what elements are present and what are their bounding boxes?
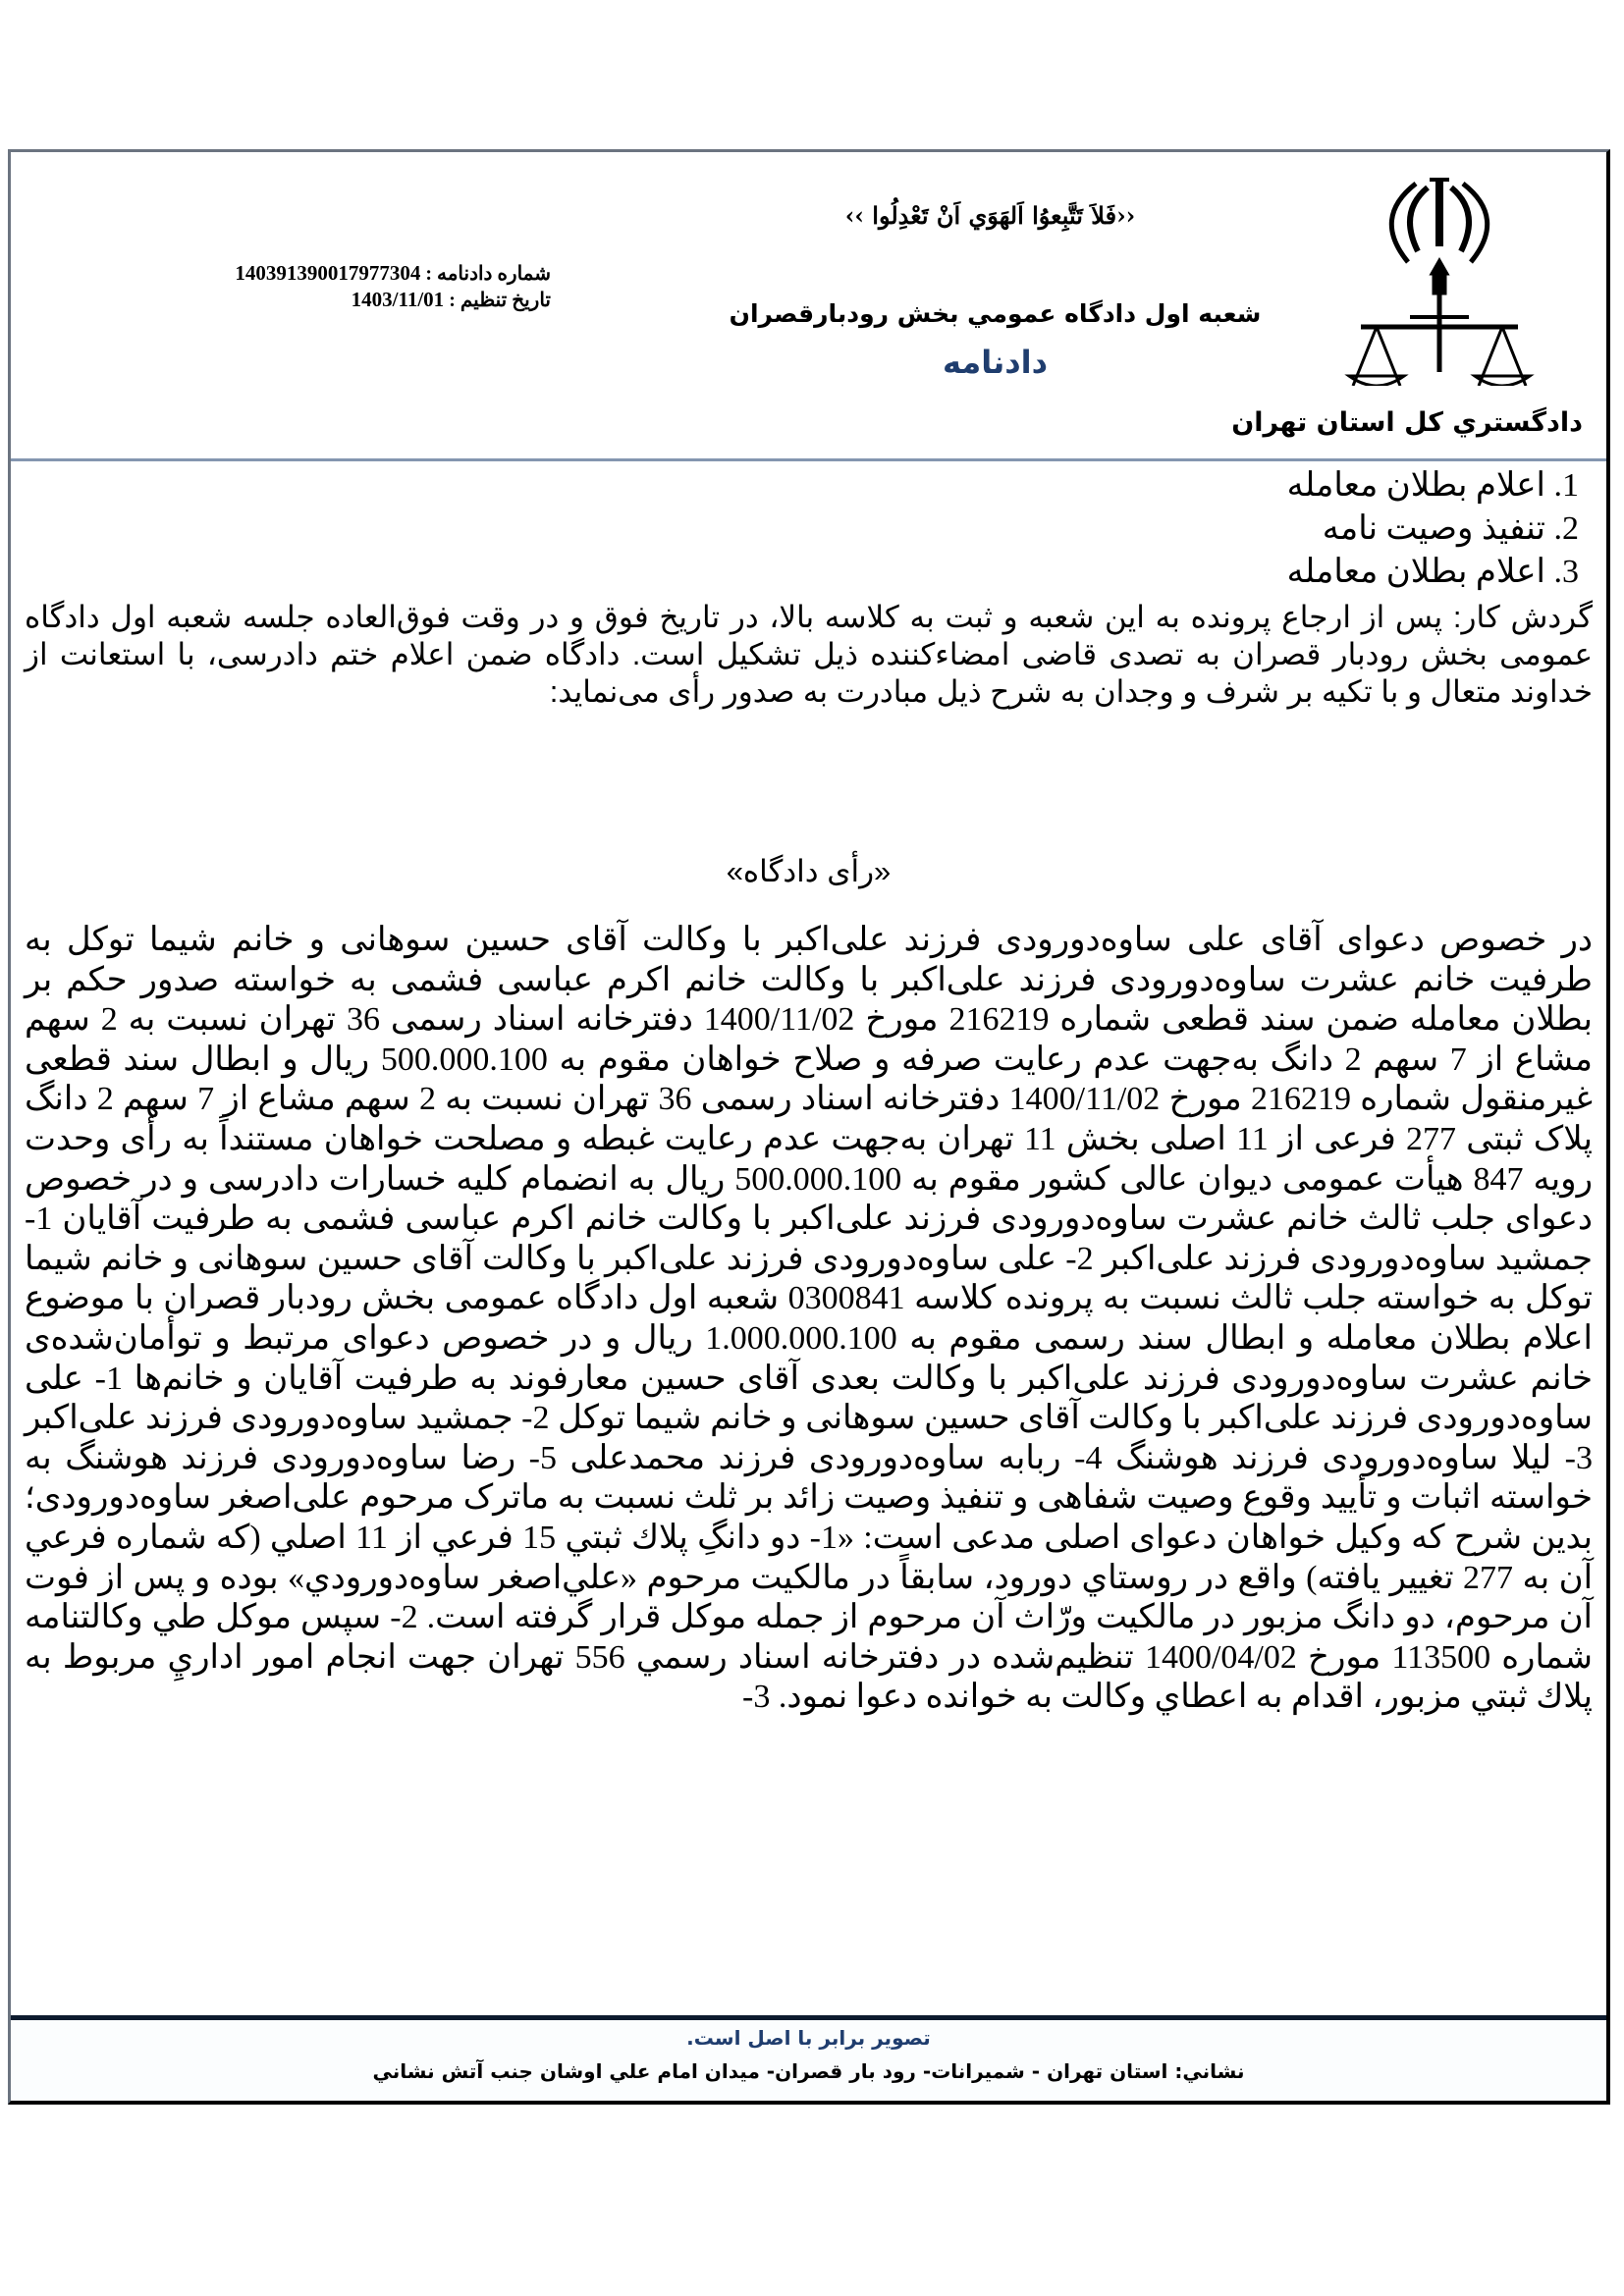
- date-label: تاریخ تنظیم :: [449, 290, 551, 311]
- letterhead: [11, 152, 1606, 461]
- document-footer: [11, 2015, 1606, 2101]
- document-meta: [99, 260, 551, 313]
- document-title: دادنامه: [942, 344, 1049, 381]
- court-address: نشاني: استان تهران - شميرانات- رود بار قصران- ميدان امام علي اوشان جنب آتش نشاني: [372, 2059, 1245, 2083]
- date-value: 1403/11/01: [351, 288, 445, 311]
- verdict-heading: «رأی دادگاه»: [726, 854, 892, 888]
- header-quote: ‹‹فَلاَ تَتَّبِعوُا اَلهَوَي اَنْ تَعْدِلُوا ››: [844, 201, 1136, 230]
- subject-item: 1. اعلام بطلان معامله: [1286, 467, 1579, 504]
- procedure-paragraph: گردش کار: پس از ارجاع پرونده به این شعبه و ثبت به کلاسه بالا، در تاریخ فوق و در وقت فوق‌العاده جلسه شعبه اول دادگاه عمومی بخش رودبار قصران به تصدی قاضی امضاءکننده ذیل تشکیل است. دادگاه ضمن اعلام ختم دادرسی، با استعانت از خداوند متعال و با تکیه بر شرف و وجدان به شرح ذیل مبادرت به صدور رأی می‌نماید:: [25, 600, 1593, 709]
- document-frame: [8, 149, 1610, 2105]
- subject-list: [1287, 464, 1579, 594]
- subject-item: 2. تنفیذ وصیت نامه: [1322, 510, 1579, 547]
- date-row: [99, 287, 551, 313]
- court-general-label: دادگستري كل استان تهران: [1231, 407, 1583, 438]
- copy-certification: تصوير برابر با اصل است.: [686, 2026, 931, 2050]
- verdict-paragraph: در خصوص دعوای آقای علی ساوه‌دورودی فرزند علی‌اکبر با وکالت آقای حسین سوهانی و خانم شیما توکل به طرفیت خانم عشرت ساوه‌دورودی فرزند علی‌اکبر با وکالت خانم اکرم عباسی فشمی به خواسته صدور حکم بر بطلان معامله ضمن سند قطعی شماره 216219 مورخ 1400/11/02 دفترخانه اسناد رسمی 36 تهران نسبت به 2 سهم مشاع از 7 سهم 2 دانگ به‌جهت عدم رعایت صرفه و صلاح خواهان مقوم به 500.000.100 ریال و ابطال سند قطعی غیرمنقول شماره 216219 مورخ 1400/11/02 دفترخانه اسناد رسمی 36 تهران نسبت به 2 سهم مشاع از 7 سهم 2 دانگ پلاک ثبتی 277 فرعی از 11 اصلی بخش 11 تهران به‌جهت عدم رعایت غبطه و مصلحت خواهان مستنداً به رأی وحدت رویه 847 هیأت عمومی دیوان عالی کشور مقوم به 500.000.100 ریال به انضمام کلیه خسارات دادرسی و در خصوص دعوای جلب ثالث خانم عشرت ساوه‌دورودی فرزند علی‌اکبر با وکالت خانم اکرم عباسی فشمی به طرفیت آقایان 1- جمشید ساوه‌دورودی فرزند علی‌اکبر 2- علی ساوه‌دورودی فرزند علی‌اکبر با وکالت آقای حسین سوهانی و خانم شیما توکل به خواسته جلب ثالث نسبت به پرونده کلاسه 0300841 شعبه اول دادگاه عمومی بخش رودبار قصران با موضوع اعلام بطلان معامله و ابطال سند رسمی مقوم به 1.000.000.100 ریال و در خصوص دعوای مرتبط و توأمان‌شده‌ی خانم عشرت ساوه‌دورودی فرزند علی‌اکبر با وکالت بعدی آقای حسین معارفوند به طرفیت آقایان و خانم‌ها 1- علی ساوه‌دورودی فرزند علی‌اکبر با وکالت آقای حسین سوهانی و خانم شیما توکل 2- جمشید ساوه‌دورودی فرزند علی‌اکبر 3- لیلا ساوه‌دورودی فرزند هوشنگ 4- ربابه ساوه‌دورودی فرزند محمدعلی 5- رضا ساوه‌دورودی فرزند هوشنگ به خواسته اثبات و تأیید وقوع وصیت شفاهی و تنفیذ وصیت زائد بر ثلث نسبت به ماترک مرحوم علی‌اصغر ساوه‌دورودی؛ بدین شرح که وکیل خواهان دعوای اصلی مدعی است: «1- دو دانگِ پلاك ثبتي 15 فرعي از 11 اصلي (كه شماره فرعي آن به 277 تغيير يافته) واقع در روستاي دورود، سابقاً در مالكيت مرحوم «علي‌اصغر ساوه‌دورودي» بوده و پس از فوت آن مرحوم، دو دانگ مزبور در مالكيت ورّاث آن مرحوم از جمله موكل قرار گرفته است. 2- سپس موكل طي وكالتنامه شماره 113500 مورخ 1400/04/02 تنظيم‌شده در دفترخانه اسناد رسمي 556 تهران جهت انجام امور اداريِ مربوط به پلاك ثبتي مزبور، اقدام به اعطاي وكالت به خوانده دعوا نمود. 3-: [25, 922, 1594, 1716]
- court-branch: شعبه اول دادگاه عمومي بخش رودبارقصران: [729, 299, 1262, 328]
- verdict-number-label: شماره دادنامه :: [425, 263, 551, 285]
- verdict-number: 140391390017977304: [235, 261, 421, 285]
- subject-item: 3. اعلام بطلان معامله: [1286, 554, 1579, 590]
- verdict-number-row: [99, 260, 551, 287]
